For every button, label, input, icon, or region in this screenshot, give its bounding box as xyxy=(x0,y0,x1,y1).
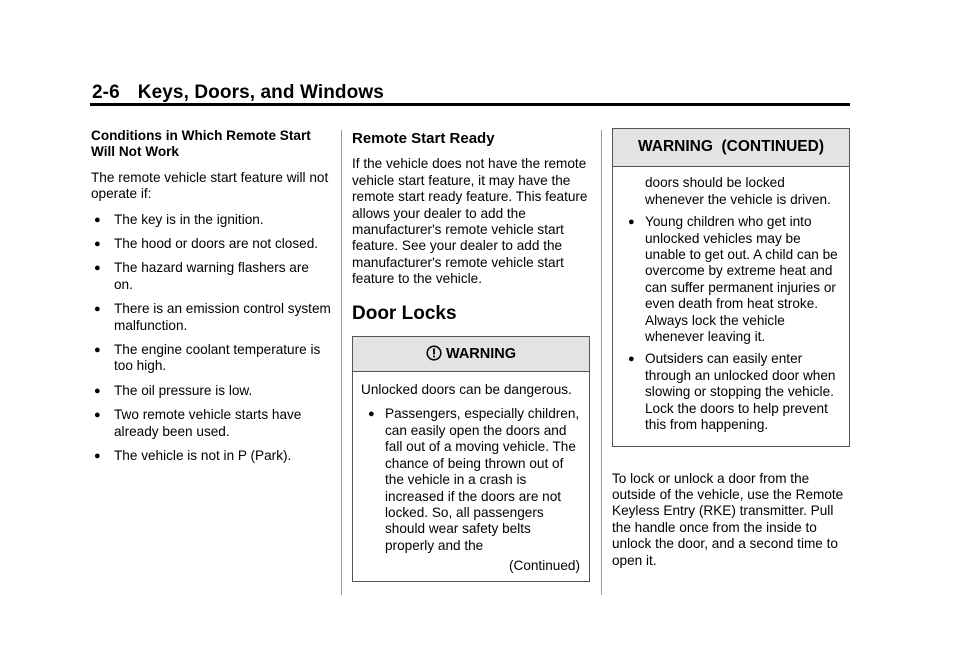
list-item: ● The engine coolant temperature is too high. xyxy=(94,342,321,374)
bullet-icon: ● xyxy=(94,238,101,251)
list-item: ● The hazard warning flashers are on. xyxy=(94,260,309,292)
continued-label: (Continued) xyxy=(508,558,580,574)
column-divider-1 xyxy=(341,130,342,595)
column-divider-2 xyxy=(601,130,602,595)
page-number: 2-6 xyxy=(92,82,120,103)
section-paragraph: If the vehicle does not have the remote vehicle start feature, it may have the remote start ready feature. This feature allows your dealer to add the manufacturer's remote vehicle start feature. See your dealer to add the manufacturer's remote vehicle start feature to the vehicle. xyxy=(352,156,588,287)
list-item: ● The oil pressure is low. xyxy=(94,382,253,398)
intro-paragraph: The remote vehicle start feature will not operate if: xyxy=(91,169,329,202)
warning-body xyxy=(353,372,589,580)
bullet-icon: ● xyxy=(94,384,101,397)
continued-text: doors should be locked whenever the vehicle is driven. xyxy=(645,175,831,207)
bullet-icon: ● xyxy=(94,344,101,357)
door-lock-paragraph: To lock or unlock a door from the outside of the vehicle, use the Remote Keyless Entry (RKE) transmitter. Pull the handle once from the inside to unlock the door, and a second time to open it. xyxy=(612,470,844,568)
list-item: ● The key is in the ignition. xyxy=(94,211,264,227)
bullet-icon: ● xyxy=(94,409,101,422)
warning-intro: Unlocked doors can be dangerous. xyxy=(361,382,572,398)
warning-title: WARNING xyxy=(445,346,517,363)
page-header xyxy=(92,82,384,104)
list-item: ● Young children who get into unlocked vehicles may be unable to get out. A child can be overcome by extreme heat and can suffer permanent injuries or even death from heat stroke. Always lock the vehicle whenever leaving it. xyxy=(628,214,838,345)
warning-continued-body xyxy=(613,167,849,445)
major-heading: Door Locks xyxy=(352,302,457,324)
warning-continued-title: WARNING (CONTINUED) xyxy=(638,138,824,155)
bullet-icon: ● xyxy=(628,353,635,366)
list-item: ● There is an emission control system malfunction. xyxy=(94,301,331,333)
bullet-icon: ● xyxy=(368,408,375,421)
warning-continued-box xyxy=(612,128,850,447)
subheading: Conditions in Which Remote Start Will Not Work xyxy=(91,128,311,160)
warning-continued-header xyxy=(613,129,849,167)
column-2 xyxy=(352,128,590,582)
column-1 xyxy=(91,128,331,473)
warning-list xyxy=(361,406,582,554)
list-item: ● Outsiders can easily enter through an unlocked door when slowing or stopping the vehicle. Lock the doors to help prevent this from happening. xyxy=(628,351,836,433)
list-item: ● The vehicle is not in P (Park). xyxy=(94,448,292,464)
header-rule xyxy=(90,103,850,106)
list-item: ● Passengers, especially children, can easily open the doors and fall out of a moving vehicle. The chance of being thrown out of the vehicle in a crash is increased if the doors are not locked. So, all passengers should wear safety belts properly and the xyxy=(368,406,580,553)
bullet-icon: ● xyxy=(94,303,101,316)
list-item: ● Two remote vehicle starts have already been used. xyxy=(94,407,302,439)
warning-icon xyxy=(426,345,442,361)
bullet-icon: ● xyxy=(94,450,101,463)
warning-header xyxy=(353,337,589,372)
chapter-title: Keys, Doors, and Windows xyxy=(137,82,384,103)
bullet-icon: ● xyxy=(94,213,101,226)
section-title: Remote Start Ready xyxy=(352,130,495,147)
list-item: ● The hood or doors are not closed. xyxy=(94,236,319,252)
warning-continued-list xyxy=(621,214,842,433)
column-3 xyxy=(612,128,850,578)
bullet-icon: ● xyxy=(628,216,635,229)
warning-box xyxy=(352,336,590,581)
bullet-icon: ● xyxy=(94,262,101,275)
conditions-list xyxy=(91,212,331,465)
